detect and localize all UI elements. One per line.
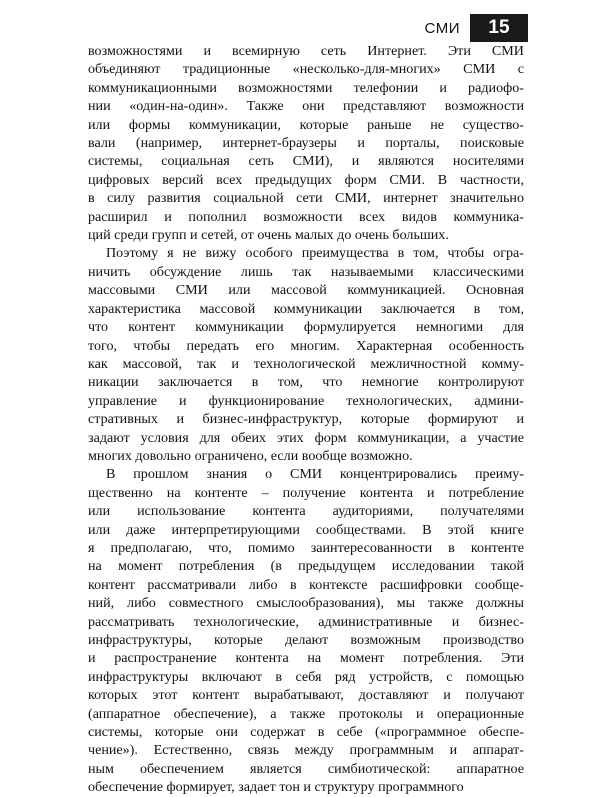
body-text: [88, 42, 524, 797]
text-line: вали (например, интернет-браузеры и порталы, поисковые: [88, 135, 524, 152]
text-line: управление и функционирование технологических, админи-: [88, 392, 524, 409]
text-line: обеспечение формирует, задает тон и структуру программного: [88, 779, 464, 796]
text-line: и распространение контента на момент потребления. Эти: [88, 650, 524, 667]
text-line: нии «один-на-один». Также они представляют возможности: [88, 98, 524, 115]
text-line: щественно на контенте – получение контента и потребление: [88, 484, 524, 501]
text-line: в силу развития социальной сети СМИ, интернет значительно: [88, 190, 524, 207]
text-line: (аппаратное обеспечение), а также протоколы и операционные: [88, 705, 524, 722]
text-line: массовыми СМИ или массовой коммуникацией. Основная: [88, 282, 524, 299]
page-number-badge: 15: [470, 14, 528, 42]
text-line: контент рассматривали либо в контексте расшифровки сообще-: [88, 576, 524, 593]
text-line: или даже интерпретирующими сообществами. В этой книге: [88, 521, 524, 538]
text-line: объединяют традиционные «несколько-для-многих» СМИ с: [88, 61, 524, 78]
running-title: СМИ: [424, 19, 460, 37]
text-line: на момент потребления (в предыдущем исследовании такой: [88, 558, 524, 575]
paragraph: [88, 465, 524, 796]
text-line: того, чтобы передать его многим. Характерная особенность: [88, 337, 524, 354]
paragraph: [88, 244, 524, 465]
text-line: цифровых версий всех предыдущих форм СМИ. В частности,: [88, 171, 524, 188]
text-line: рассматривать технологические, административные и бизнес-: [88, 613, 524, 630]
text-line: которых этот контент вырабатывают, доставляют и получают: [88, 687, 524, 704]
text-line: как массовой, так и технологической межличностной комму-: [88, 355, 524, 372]
text-line: ным обеспечением является симбиотической: аппаратное: [88, 760, 524, 777]
text-line: стративных и бизнес-инфраструктур, которые формируют и: [88, 411, 524, 428]
text-line: Поэтому я не вижу особого преимущества в том, чтобы огра-: [106, 245, 524, 262]
text-line: что контент коммуникации формулируется немногими для: [88, 319, 524, 336]
text-line: В прошлом знания о СМИ концентрировались преиму-: [106, 466, 524, 483]
paragraph: [88, 42, 524, 244]
text-line: многих довольно ограничено, если вообще возможно.: [88, 447, 413, 464]
text-line: системы, которые они содержат в себе («программное обеспе-: [88, 724, 524, 741]
text-line: или формы коммуникации, которые раньше не существо-: [88, 116, 524, 133]
text-line: задают условия для обеих этих форм коммуникации, а участие: [88, 429, 524, 446]
text-line: я предполагаю, что, помимо заинтересованности в контенте: [88, 539, 524, 556]
text-line: чение»). Естественно, связь между программным и аппарат-: [88, 742, 524, 759]
text-line: возможностями и всемирную сеть Интернет. Эти СМИ: [88, 43, 524, 59]
text-line: или использование контента аудиториями, получателями: [88, 503, 524, 520]
text-line: ций среди групп и сетей, от очень малых до очень больших.: [88, 227, 449, 244]
text-line: никации заключается в том, что немногие контролируют: [88, 374, 524, 391]
text-line: ний, либо совместного смыслообразования), мы также должны: [88, 595, 524, 612]
text-line: инфраструктуры, которые делают возможным производство: [88, 632, 524, 648]
text-line: системы, социальная сеть СМИ), и являются носителями: [88, 153, 524, 170]
text-line: расширил и пополнил возможности всех видов коммуника-: [88, 208, 524, 225]
page-header: [425, 14, 528, 42]
text-line: инфраструктуры включают в себя ряд устройств, с помощью: [88, 668, 524, 685]
text-line: коммуникационными возможностями телефонии и радиофо-: [88, 79, 524, 96]
text-line: характеристика массовой коммуникации заключается в том,: [88, 300, 524, 317]
text-line: ничить обсуждение лишь так называемыми классическими: [88, 263, 524, 280]
